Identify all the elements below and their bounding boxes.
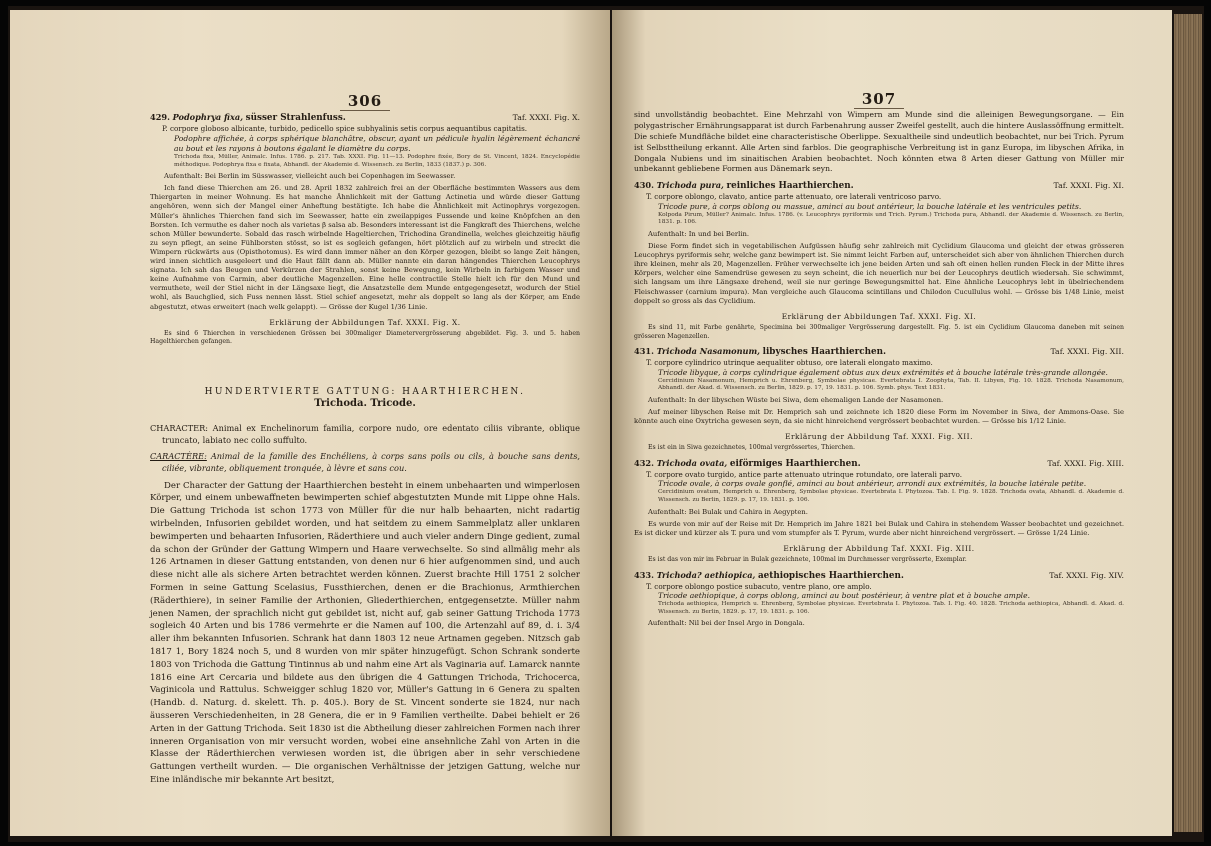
habitat: Aufenthalt: Nil bei der Insel Argo in Dongala. [648,619,805,628]
figure-caption-title: Erklärung der Abbildungen Taf. XXXI. Fig. X. [269,317,461,327]
left-page [10,10,610,836]
entry-header: Taf. XXXI. Fig. XII. 431. Trichoda Nasamonum, libysches Haarthierchen. [634,345,1124,357]
figure-caption: Es ist ein in Siwa gezeichnetes, 100mal vergrössertes, Thierchen. [648,444,855,452]
french-diagnosis: Tricode libyque, à corps cylindrique également obtus aux deux extrémités et à bouche latérale très-grande allongée. [658,367,1108,377]
character-french: CARACTÈRE: Animal de la famille des Enchéliens, à corps sans poils ou cils, à bouche sans dents, ciliée, vibrante, obliquement tronquée, à lèvre et sans cou. [150,450,580,473]
genus-description: Der Character der Gattung der Haarthierchen besteht in einem unbehaarten und wimperlosen Körper, und einem unbewaffneten bewimperten schief abgestutzten Munde mit Lippe ohne Hals. Die Gattung Trichoda ist schon 1773 von Müller für die nur halb behaarten, nicht radartig wirbelnden, Infusorien gebildet worden, und hat seitdem zu einem Sammelplatz aller unklaren bewimperten und behaarten Infusorien, Räderthiere und auch vieler andern Dinge gedient, zumal da schon der Gründer der Gattung Wimpern und Haare verwechselte. So sind allmälig mehr als 126 Artnamen in dieser Gattung entstanden, von denen nur 6 hier aufgenommen sind, und auch diese nicht alle als sichere Arten betrachtet werden können. Zuerst brachte Hill 1751 2 solcher Formen in seine Gattung Scelasius, Fussthierchen, denen er die Brachionus, Armthierchen (Räderthiere), in seiner Familie der Arthonien, Gliederthierchen, entgegensetzte. Müller nahm jenen Namen, der sprachlich nicht gut gebildet ist, nicht auf, gab seiner Gattung Trichoda 1773 sogleich 40 Arten und bis 1786 vermehrte er die Namen auf 100, die Artenzahl auf 89, d. i. 3/4 aller ihm bekannten Infusorien. Schrank hat dann 1803 12 neue Artnamen gegeben. Nitzsch gab 1817 1, Bory 1824 noch 5, und 8 wurden von mir später hinzugefügt. Schon Schrank sonderte 1803 von Trichoda die Gattung Tintinnus ab und nahm eine Art als Vaginaria auf. Lamarck nannte 1816 eine Art Cercaria und bildete aus den übrigen die 4 Gattungen Trichoda, Trichocerca, Vaginicola und Rattulus. Schweigger schlug 1820 vor, Müller's Gattung in 6 Genera zu spalten (Handb. d. Naturg. d. skelett. Th. p. 405.). Bory de St. Vincent sonderte sie 1824, nur nach äusseren Verschiedenheiten, in 28 Genera, die er in 9 Familien vertheilte. Dabei behielt er 26 Arten in der Gattung Trichoda. Seit 1830 ist die Abtheilung dieser zahlreichen Formen nach ihrer inneren Organisation von mir versucht worden, wobei eine ansehnliche Zahl von Arten in die Klasse der Räderthierchen verwiesen worden ist, die übrigen aber in sehr verschiedene Gattungen vertheilt wurden. — Die organischen Verhältnisse der jetzigen Gattung, welche nur Eine inländische mir bekannte Art besitzt, [150,480,580,785]
entry-header [150,112,580,124]
french-diagnosis: Podophre affichée, à corps sphérique blanchâtre, obscur, ayant un pédicule hyalin légèrement échancré au bout et les rayons à boutons égalant le diamètre du corps. [174,134,580,153]
entry-header: Taf. XXXI. Fig. XIV. 433. Trichoda? aethiopica, aethiopisches Haarthierchen. [634,569,1124,581]
species-name: Podophrya fixa, [172,112,244,123]
references: Cercidinium Nasamonum, Hemprich u. Ehrenberg, Symbolae physicae. Evertebrata I. Zoophyta, Tab. II. Libyen, Fig. 10. 1828. Trichoda Nasamonum, Abhandl. der Akad. d. Wissensch. zu Berlin, 1829. p. 17, 19. 1831. p. 106. Symb. phys. Text 1831. [658,377,1124,392]
entry-header: Taf. XXXI. Fig. XI. 430. Trichoda pura, reinliches Haarthierchen. [634,180,1124,192]
left-column [150,92,580,787]
habitat: Aufenthalt: Bei Berlin im Süsswasser, vielleicht auch bei Copenhagen im Seewasser. [164,172,456,181]
habitat: Aufenthalt: In und bei Berlin. [648,229,750,238]
description: Auf meiner libyschen Reise mit Dr. Hemprich sah und zeichnete ich 1820 diese Form im November in Siwa, der Ammons-Oase. Sie könnte auch eine Oxytricha gewesen seyn, da sie nicht hinreichend vergrössert beobachtet wurden. — Grösse bis 1/12 Linie. [634,407,1124,425]
latin-diagnosis: T. corpore oblongo postice subacuto, ventre plano, ore amplo. [646,581,872,591]
entry-header: Taf. XXXI. Fig. XIII. 432. Trichoda ovata, eiförmiges Haarthierchen. [634,457,1124,469]
habitat: Aufenthalt: Bei Bulak und Cahira in Aegypten. [648,507,808,516]
figure-caption-title: Erklärung der Abbildungen Taf. XXXI. Fig. XI. [781,311,977,321]
french-diagnosis: Tricode ovale, à corps ovale gonflé, aminci au bout antérieur, arrondi aux extrémités, la bouche latérale petite. [658,479,1087,489]
references: Trichoda aethiopica, Hemprich u. Ehrenberg, Symbolae physicae. Evertebrata I. Phytozoa. Tab. I. Fig. 40. 1828. Trichoda aethiopica, Abhandl. d. Akad. d. Wissensch. zu Berlin, 1829. p. 17, 19. 1831. p. 106. [658,601,1124,615]
latin-diagnosis: T. corpore oblongo, clavato, antice parte attenuato, ore laterali ventricoso parvo. [646,192,942,202]
references: Trichoda fixa, Müller, Animalc. Infus. 1786. p. 217. Tab. XXXI. Fig. 11—13. Podophre fixée, Bory de St. Vincent, 1824. Encyclopédie méthodique. Podophrya fixa e fixata, Abhandl. der Akademie d. Wissensch. zu Berlin, 1833 (1837.) p. 306. [174,154,580,168]
book-spread [8,6,1204,842]
genus-subheading: Trichoda. Tricode. [314,398,416,410]
french-diagnosis: Tricode pure, à corps oblong ou massue, aminci au bout antérieur, la bouche latérale et les ventricules petits. [658,201,1082,211]
description: Diese Form findet sich in vegetabilischen Aufgüssen häufig sehr zahlreich mit Cyclidium Glaucoma und gleicht der etwas grösseren Leucophrys pyriformis sehr, welche ganz bewimpert ist. Sie nimmt leicht Farben auf, unterscheidet sich aber von ähnlichen Thierchen durch ihre kleinen, mehr als 20, Magenzellen. Früher verwechselte ich jene beiden Arten und sah oft einen hellen runden Fleck in der Mitte ihres Körpers, welcher eine Samendrüse gewesen zu seyn scheint, die ich neuerlich nur bei der Leucophrys deutlich wiedersah. Sie schwimmt, sich langsam um ihre Längsaxe drehend, weil sie nur geringe Bewegungsmittel hat. Eine ähnliche Leucophrys lebt in übelriechendem Fleischwasser (carnium impura). Man vergleiche auch Glaucoma scintillans und Chilodon Cucullulus wohl. — Grösse bis 1/48 Linie, meist doppelt so gross als das Cyclidium. [634,242,1124,305]
latin-diagnosis: T. corpore ovato turgido, antice parte attenuato utrinque rotundato, ore laterali parvo. [646,469,963,479]
page-number: 306 [150,96,580,106]
plate-reference: Taf. XXXI. Fig. X. [512,113,580,123]
continued-text: sind unvollständig beobachtet. Eine Mehrzahl von Wimpern am Munde sind die alleinigen Bewegungsorgane. — Ein polygastrischer Ernährungsapparat ist durch Farbenahrung ausser Zweifel gestellt, auch die hintere Auslassöffnung ermittelt. Die schiefe Mundfläche bildet eine characteristische Oberlippe. Sexualtheile sind undeutlich beobachtet, nur bei Trich. Pyrum ist Selbsttheilung erkannt. Alle Arten sind farblos. Die geographische Verbreitung ist in ganz Europa, im libyschen Afrika, in Dongala Nubiens und im sinaitischen Arabien beobachtet. Noch könnten etwa 8 Arten dieser Gattung von Müller mir unbekannt gebliebene Formen aus Dänemark seyn. [634,110,1124,174]
figure-caption: Es sind 6 Thierchen in verschiedenen Grössen bei 300maliger Diametervergrösserung abgebildet. Fig. 3. und 5. haben Hagelthierchen gefangen. [150,330,580,346]
figure-caption: Es ist das von mir im Februar in Bulak gezeichnete, 100mal im Durchmesser vergrösserte, Exemplar. [648,556,967,564]
character-latin: CHARACTER: Animal ex Enchelinorum familia, corpore nudo, ore edentato ciliis vibrante, oblique truncato, labiato nec collo suffulto. [150,422,580,445]
habitat: Aufenthalt: In der libyschen Wüste bei Siwa, dem ehemaligen Lande der Nasamonen. [648,395,944,404]
french-diagnosis: Tricode aethiopique, à corps oblong, aminci au bout postérieur, à ventre plat et à bouche ample. [658,591,1031,601]
german-name: süsser Strahlenfuss. [245,113,346,124]
latin-diagnosis: P. corpore globoso albicante, turbido, pedicello spice subhyalinis setis corpus aequantibus capitatis. [162,124,528,134]
figure-caption-title: Erklärung der Abbildung Taf. XXXI. Fig. XII. [785,432,973,441]
latin-diagnosis: T. corpore cylindrico utrinque aequaliter obtuso, ore laterali elongato maximo. [646,357,933,367]
right-page [612,10,1172,836]
references: Cercidinium ovatum, Hemprich u. Ehrenberg, Symbolae physicae. Evertebrata I. Phytozoa. Tab. I. Fig. 9. 1828. Trichoda ovata, Abhandl. d. Akademie d. Wissensch. zu Berlin, 1829. p. 17, 19. 1831. p. 106. [658,489,1124,503]
genus-heading: HUNDERTVIERTE GATTUNG: HAARTHIERCHEN. [204,386,526,397]
references: Kolpoda Pirum, Müller? Animalc. Infus. 1786. (v. Leucophrys pyriformis und Trich. Pyrum.) Trichoda pura, Abhandl. der Akademie d. Wissensch. zu Berlin, 1831. p. 106. [658,211,1124,226]
page-number: 307 [634,94,1124,104]
description: Es wurde von mir auf der Reise mit Dr. Hemprich im Jahre 1821 bei Bulak und Cahira in stehendem Wasser beobachtet und gezeichnet. Es ist dicker und kürzer als T. pura und vom stumpfer als T. Pyrum, wurde aber nicht hinreichend vergrössert. — Grösse 1/24 Linie. [634,519,1124,537]
entry-number: 429. [150,112,170,123]
description: Ich fand diese Thierchen am 26. und 28. April 1832 zahlreich frei an der Oberfläche bestimmten Wassers aus dem Thiergarten in meiner Wohnung. Es hat manche Ähnlichkeit mit der Gattung Actinetia und würde dieser Gattung angehören, wenn sich der Mangel einer Anheftung bestätigte. Ich habe die Ähnlichkeit mit Actinophrys vorgezogen. Müller's ähnliches Thierchen fand sich im Seewasser, hatte ein zweilappiges Fussende und keine Knöpfchen an den Borsten. Ich vermuthe es daher noch als varietas β salsa ab. Besonders interessant ist die Fangkraft des Thierchens, welche schon Müller bewunderte. Sobald das rasch wirbelnde Hageltierchen, Trichodina Grandinella, welches gleichzeitig häufig zu seyn pflegt, an seine Fühlborsten stösst, so ist es sogleich gefangen, hört plötzlich auf zu wirbeln und streckt die Wimpern rückwärts aus (Opisthotomus). Es wird dann immer näher an den Körper gezogen, bleibt so lange Zeit hängen, wird innen sichtlich ausgeleert und die Haut fällt dann ab. Müller nannte ein daran hängendes Thierchen Leucophrys signata. Ich sah das Beugen und Verkürzen der Strahlen, sonst keine Bewegung, kein Wirbeln in farbigem Wasser und keine Aufnahme von Carmin, aber deutliche Magenzellen. Eine helle contractile Stelle hielt ich für den Mund und vermuthete, weil der Stiel nicht in der Längsaxe liegt, die Ansatzstelle dem Munde entgegengesetzt, wodurch der Stiel wohl, als Bauchglied, sich Fuss nennen lässt. Stiel schief angesetzt, mehr als doppelt so lang als der Körper, am Ende abgestutzt, etwas erweitert (nach welk gelappt). — Grösse der Kugel 1/36 Linie. [150,184,580,311]
figure-caption: Es sind 11, mit Farbe genährte, Specimina bei 300maliger Vergrösserung dargestellt. Fig. 5. ist ein Cyclidium Glaucoma daneben mit seinen grösseren Magenzellen. [634,324,1124,340]
page-edges [1174,14,1202,832]
figure-caption-title: Erklärung der Abbildung Taf. XXXI. Fig. XIII. [783,543,975,553]
right-column [634,90,1124,629]
